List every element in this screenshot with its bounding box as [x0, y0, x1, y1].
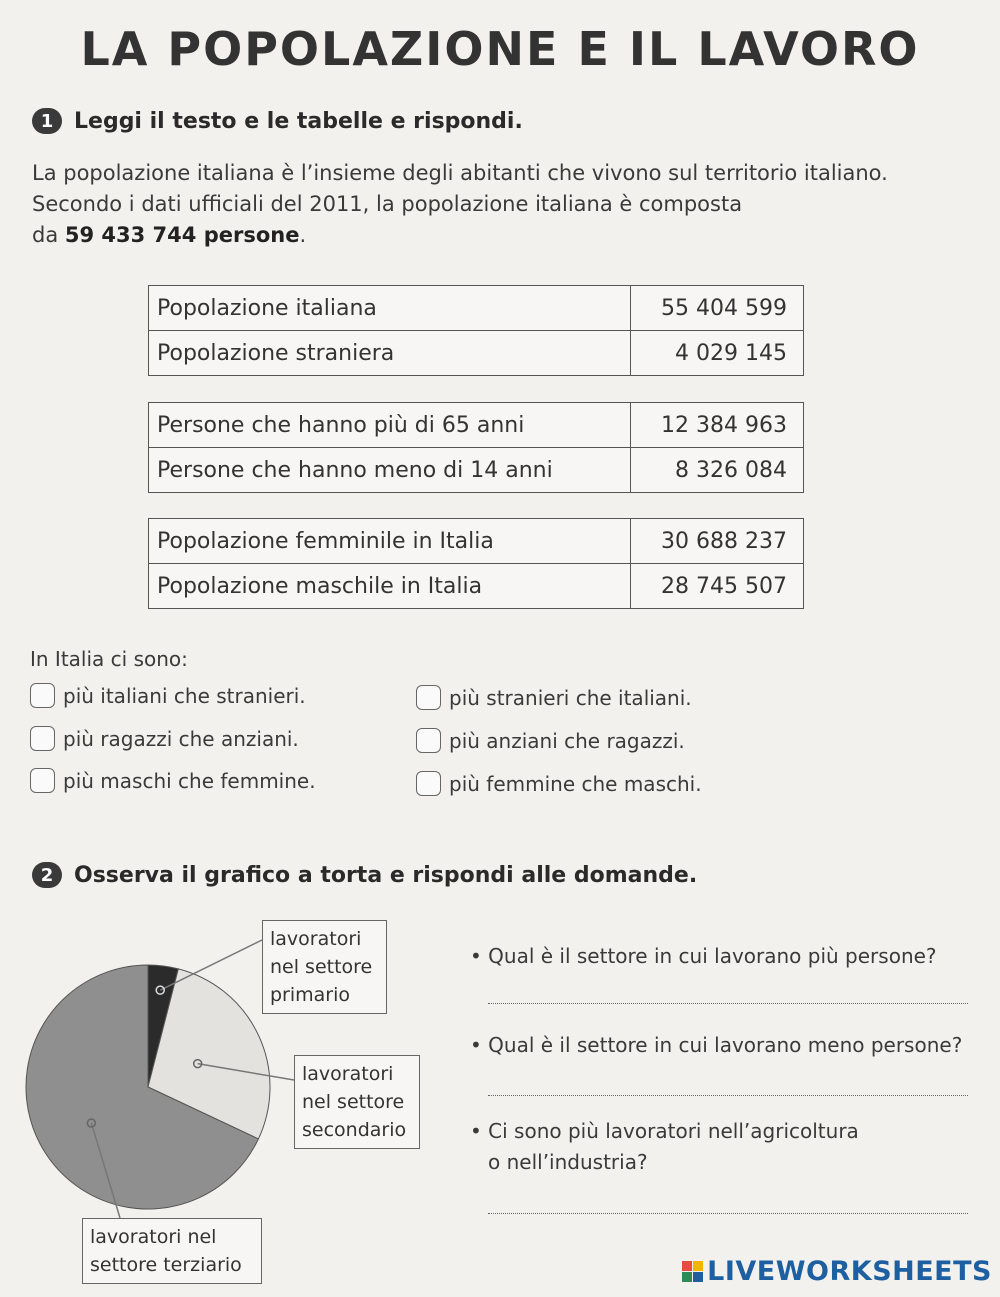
section-2-instruction: Osserva il grafico a torta e rispondi alle domande.	[74, 862, 698, 888]
table-cell-value: 55 404 599	[631, 286, 804, 331]
section-2-heading	[32, 862, 697, 888]
table-cell-label: Popolazione italiana	[149, 286, 631, 331]
callout-text: nel settore	[270, 956, 373, 978]
callout-text: lavoratori	[270, 928, 362, 950]
table-row	[149, 403, 804, 448]
section-1-heading	[32, 108, 523, 134]
intro-line: da 59 433 744 persone.	[32, 223, 307, 247]
callout-text: nel settore	[302, 1091, 405, 1113]
option-label: più italiani che stranieri.	[63, 683, 306, 708]
table-cell-label: Popolazione straniera	[149, 331, 631, 376]
page-title: LA POPOLAZIONE E IL LAVORO	[80, 22, 920, 76]
callout-text: primario	[270, 984, 351, 1006]
table-row	[149, 519, 804, 564]
table-row	[149, 448, 804, 493]
option-femmine-maschi[interactable]	[416, 771, 702, 796]
question-2a: • Qual è il settore in cui lavorano più persone?	[470, 944, 937, 968]
option-label: più femmine che maschi.	[449, 771, 702, 796]
option-label: più stranieri che italiani.	[449, 685, 692, 710]
checkbox[interactable]	[30, 768, 55, 793]
table-cell-value: 8 326 084	[631, 448, 804, 493]
table-age	[148, 402, 804, 493]
logo-icon	[682, 1261, 703, 1282]
table-row	[149, 331, 804, 376]
table-cell-label: Popolazione maschile in Italia	[149, 564, 631, 609]
checkbox[interactable]	[30, 726, 55, 751]
option-stranieri-italiani[interactable]	[416, 685, 692, 710]
brand-text: LIVEWORKSHEETS	[707, 1256, 992, 1287]
answer-line-2c[interactable]	[488, 1210, 968, 1214]
callout-text: settore terziario	[90, 1254, 242, 1276]
option-maschi-femmine[interactable]	[30, 768, 316, 793]
table-italian-foreign	[148, 285, 804, 376]
table-cell-value: 4 029 145	[631, 331, 804, 376]
question-1-prompt: In Italia ci sono:	[30, 647, 188, 671]
callout-text: lavoratori nel	[90, 1226, 217, 1248]
option-label: più anziani che ragazzi.	[449, 728, 685, 753]
table-cell-value: 12 384 963	[631, 403, 804, 448]
checkbox[interactable]	[416, 771, 441, 796]
table-cell-value: 30 688 237	[631, 519, 804, 564]
option-label: più ragazzi che anziani.	[63, 726, 299, 751]
callout-terziario	[82, 1218, 262, 1284]
table-cell-label: Persone che hanno meno di 14 anni	[149, 448, 631, 493]
liveworksheets-logo	[682, 1256, 992, 1287]
option-anziani-ragazzi[interactable]	[416, 728, 685, 753]
table-gender	[148, 518, 804, 609]
intro-paragraph	[32, 158, 932, 251]
table-cell-label: Persone che hanno più di 65 anni	[149, 403, 631, 448]
table-row	[149, 286, 804, 331]
section-1-instruction: Leggi il testo e le tabelle e rispondi.	[74, 108, 523, 134]
option-italiani-stranieri[interactable]	[30, 683, 306, 708]
table-cell-value: 28 745 507	[631, 564, 804, 609]
table-cell-label: Popolazione femminile in Italia	[149, 519, 631, 564]
option-ragazzi-anziani[interactable]	[30, 726, 299, 751]
section-number-badge: 1	[32, 108, 62, 134]
checkbox[interactable]	[416, 685, 441, 710]
question-2c: • Ci sono più lavoratori nell’agricoltura o nell’industria?	[470, 1119, 859, 1174]
option-label: più maschi che femmine.	[63, 768, 316, 793]
intro-line: Secondo i dati ufficiali del 2011, la popolazione italiana è composta	[32, 192, 743, 216]
table-row	[149, 564, 804, 609]
answer-line-2b[interactable]	[488, 1092, 968, 1096]
intro-line: La popolazione italiana è l’insieme degli abitanti che vivono sul territorio italiano.	[32, 161, 888, 185]
checkbox[interactable]	[30, 683, 55, 708]
section-number-badge: 2	[32, 862, 62, 888]
intro-total: 59 433 744 persone	[64, 223, 300, 247]
question-2b: • Qual è il settore in cui lavorano meno persone?	[470, 1033, 963, 1057]
checkbox[interactable]	[416, 728, 441, 753]
callout-text: lavoratori	[302, 1063, 394, 1085]
answer-line-2a[interactable]	[488, 1000, 968, 1004]
callout-secondario	[294, 1055, 420, 1149]
callout-text: secondario	[302, 1119, 407, 1141]
callout-primario	[262, 920, 387, 1014]
